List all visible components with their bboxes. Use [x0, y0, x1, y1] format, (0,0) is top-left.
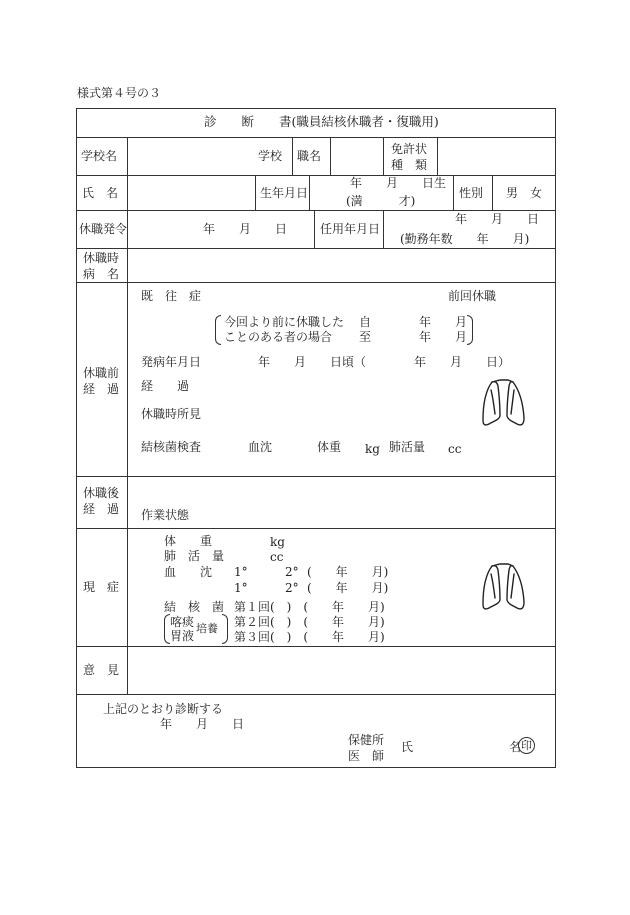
school-label: 学校名	[81, 149, 118, 163]
medical-certificate-form	[76, 108, 556, 768]
to-date: 年 月	[419, 330, 468, 344]
prev-leave-label: 前回休職	[448, 289, 497, 303]
leave-label: 休職発令	[79, 222, 128, 236]
esr-label: 血沈	[248, 440, 273, 454]
lungs-icon	[479, 562, 529, 614]
opinion-label: 意 見	[83, 663, 120, 677]
sputum-label: 喀痰	[170, 615, 195, 629]
from-label: 自	[359, 315, 372, 329]
prev-leave-note-1: 今回より前に休職した	[224, 315, 345, 329]
esr-2h: 2°	[285, 565, 299, 579]
seal-mark	[518, 737, 535, 754]
culture-round-3: 第３回( ) ( 年 月)	[234, 630, 385, 644]
esr-2h-b: 2°	[285, 581, 299, 595]
leave-date: 年 月 日	[203, 222, 288, 236]
culture-label: 培養	[196, 622, 218, 635]
weight-label: 体重	[317, 440, 342, 454]
lungs-icon	[479, 378, 529, 430]
seal-text: 印	[521, 739, 532, 752]
disease-label-2: 病 名	[83, 267, 120, 281]
age-line: (満 才)	[346, 194, 416, 208]
dob-date: 年 月 日生	[350, 176, 447, 190]
to-label: 至	[359, 330, 372, 344]
form-number: 様式第４号の３	[77, 86, 162, 100]
disease-label-1: 休職時	[83, 251, 120, 265]
culture-round-1: 第１回( ) ( 年 月)	[234, 600, 385, 614]
current-esr-label: 血 沈	[164, 565, 213, 579]
vc-unit: cc	[448, 442, 462, 456]
sex-label: 性別	[459, 186, 484, 200]
clinic-label: 保健所	[348, 733, 385, 747]
esr-date-2: ( 年 月)	[307, 581, 389, 595]
work-status-label: 作業状態	[141, 508, 190, 522]
culture-round-2: 第２回( ) ( 年 月)	[234, 615, 385, 629]
name-label: 氏 名	[82, 186, 119, 200]
school-suffix: 学校	[258, 149, 283, 163]
form-title: 診 断 書(職員結核休職者・復職用)	[204, 114, 439, 129]
diagnosis-date: 年 月 日	[160, 717, 245, 731]
pre-leave-label-2: 経 過	[83, 382, 120, 396]
dob-label: 生年月日	[260, 186, 309, 200]
service-years: (勤務年数 年 月)	[400, 232, 530, 246]
course-label: 経 過	[141, 379, 190, 393]
post-leave-label-2: 経 過	[83, 502, 120, 516]
pre-leave-label-1: 休職前	[83, 366, 120, 380]
from-date: 年 月	[419, 315, 468, 329]
current-weight-label: 体 重	[164, 534, 213, 548]
weight-unit: kg	[365, 442, 380, 456]
current-label: 現 症	[83, 580, 120, 594]
post-leave-label-1: 休職後	[83, 486, 120, 500]
current-vc-label: 肺 活 量	[164, 549, 225, 563]
current-vc-unit: cc	[270, 550, 284, 564]
prev-leave-note-2: ことのある者の場合	[224, 330, 333, 344]
vc-label: 肺活量	[389, 440, 426, 454]
findings-label: 休職時所見	[141, 407, 202, 421]
doctor-label: 医 師	[348, 749, 385, 763]
diagnosis-statement: 上記のとおり診断する	[103, 702, 224, 716]
esr-1h-b: 1°	[234, 581, 248, 595]
onset-label: 発病年月日	[141, 355, 202, 369]
onset-date: 年 月 日頃（ 年 月 日）	[258, 355, 511, 369]
esr-date-1: ( 年 月)	[307, 565, 389, 579]
post-label: 職名	[297, 149, 322, 163]
tb-label: 結 核 菌	[164, 600, 225, 614]
appointment-date: 年 月 日	[455, 212, 540, 226]
license-label-2: 種 類	[391, 158, 428, 172]
appointment-label: 任用年月日	[320, 222, 381, 236]
doctor-name-suffix: 名	[509, 740, 522, 754]
license-label-1: 免許状	[391, 142, 428, 156]
doctor-name-label: 氏	[401, 740, 414, 754]
history-label: 既 往 症	[141, 289, 202, 303]
esr-1h: 1°	[234, 565, 248, 579]
sex-options: 男 女	[506, 186, 543, 200]
gastric-label: 胃液	[170, 629, 195, 643]
tb-test-label: 結核菌検査	[141, 440, 202, 454]
current-weight-unit: kg	[270, 535, 285, 549]
